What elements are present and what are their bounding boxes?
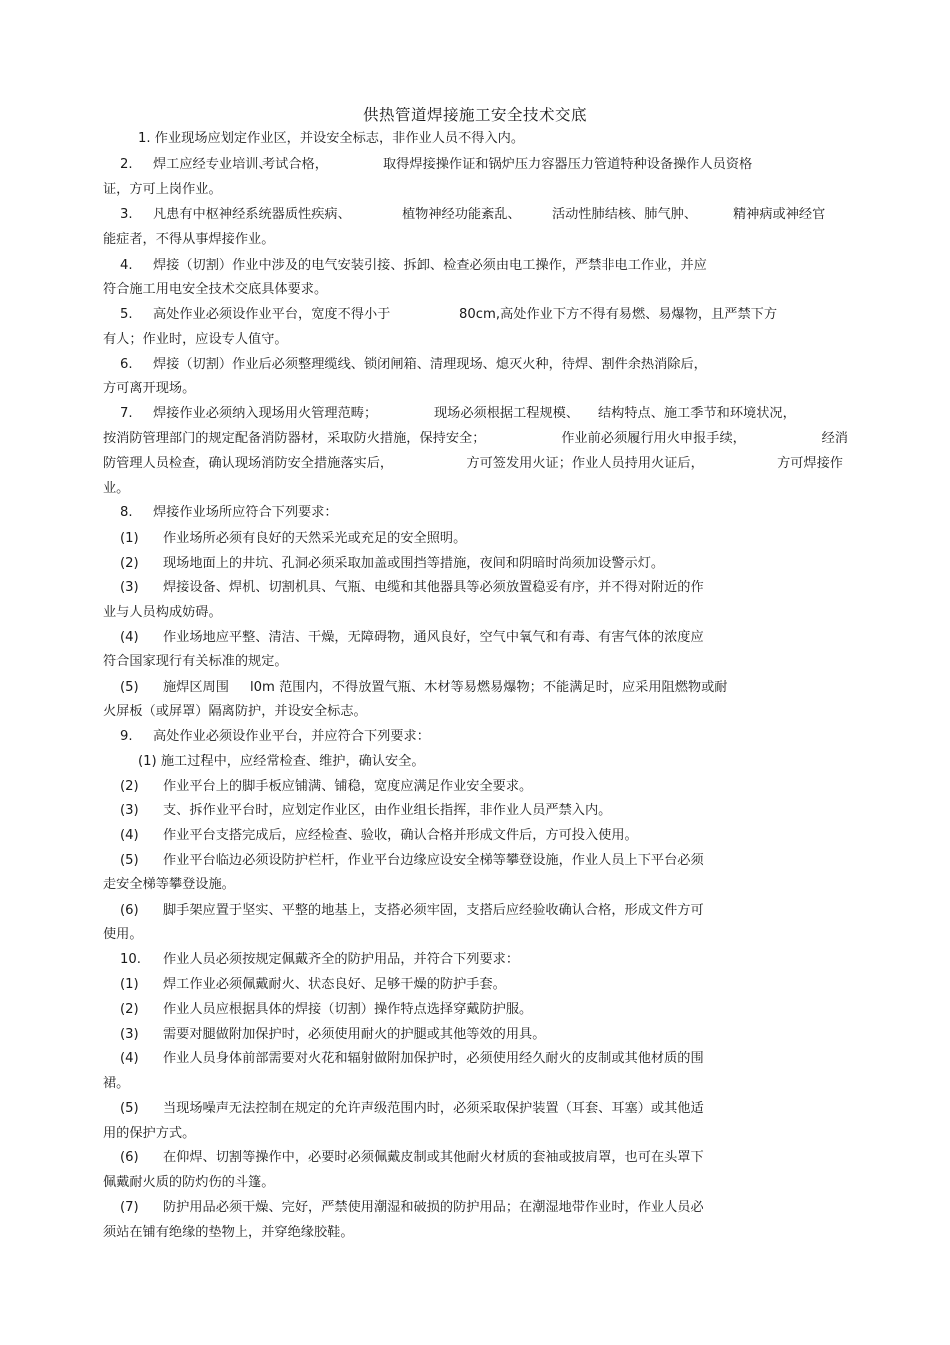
text-segment: 作业场所必须有良好的天然采光或充足的安全照明。 bbox=[163, 531, 467, 546]
text-segment: 防护用品必须干燥、完好，严禁使用潮湿和破损的防护用品；在潮湿地带作业时，作业人员必 bbox=[163, 1200, 704, 1215]
text-segment: 现场必须根据工程规模、 bbox=[434, 406, 580, 421]
text-line bbox=[103, 1074, 129, 1094]
text-segment: 焊接（切割）作业后必须整理缆线、锁闭闸箱、清理现场、熄灭火种，待焊、割件余热消除后， bbox=[153, 357, 707, 372]
text-segment: 结构特点、施工季节和环境状况， bbox=[598, 406, 796, 421]
text-segment: 3. bbox=[120, 207, 133, 222]
text-line bbox=[103, 180, 222, 200]
text-segment: 焊工作业必须佩戴耐火、状态良好、足够干燥的防护手套。 bbox=[163, 977, 506, 992]
text-segment: (2) bbox=[120, 1002, 139, 1017]
text-segment: 9. bbox=[120, 729, 133, 744]
text-segment: 使用。 bbox=[103, 927, 143, 942]
text-segment: l0m 范围内，不得放置气瓶、木材等易燃易爆物；不能满足时，应采用阻燃物或耐 bbox=[250, 680, 728, 695]
text-segment: (3) bbox=[120, 580, 139, 595]
text-line bbox=[103, 280, 327, 300]
text-segment: 7. bbox=[120, 406, 133, 421]
text-segment: 业与人员构成妨碍。 bbox=[103, 605, 222, 620]
text-segment: 符合施工用电安全技术交底具体要求。 bbox=[103, 282, 328, 297]
text-segment: (4) bbox=[120, 630, 139, 645]
text-segment: 活动性肺结核、肺气肿、 bbox=[552, 207, 698, 222]
text-segment: 植物神经功能紊乱、 bbox=[402, 207, 521, 222]
text-segment: (3) bbox=[120, 803, 139, 818]
text-segment: 作业人员应根据具体的焊接（切割）操作特点选择穿戴防护服。 bbox=[163, 1002, 533, 1017]
text-segment: 火屏板（或屏罩）隔离防护，并设安全标志。 bbox=[103, 704, 367, 719]
text-segment: (7) bbox=[120, 1200, 139, 1215]
text-segment: 焊接设备、焊机、切割机具、气瓶、电缆和其他器具等必须放置稳妥有序，并不得对附近的作 bbox=[163, 580, 704, 595]
text-segment: 作业人员身体前部需要对火花和辐射做附加保护时，必须使用经久耐火的皮制或其他材质的围 bbox=[163, 1051, 704, 1066]
text-segment: 有人；作业时，应设专人值守。 bbox=[103, 332, 288, 347]
text-segment: 防管理人员检查，确认现场消防安全措施落实后， bbox=[103, 456, 394, 471]
text-segment: 支、拆作业平台时，应划定作业区，由作业组长指挥，非作业人员严禁入内。 bbox=[163, 803, 612, 818]
text-segment: (5) bbox=[120, 1101, 139, 1116]
text-segment: 符合国家现行有关标准的规定。 bbox=[103, 654, 288, 669]
text-segment: 裙。 bbox=[103, 1076, 130, 1091]
text-line bbox=[103, 702, 367, 722]
text-segment: 80cm,高处作业下方不得有易燃、易爆物，且严禁下方 bbox=[459, 307, 778, 322]
text-segment: 作业平台临边必须设防护栏杆，作业平台边缘应设安全梯等攀登设施，作业人员上下平台必须 bbox=[163, 853, 704, 868]
text-segment: 6. bbox=[120, 357, 133, 372]
text-segment: (2) bbox=[120, 556, 139, 571]
text-line bbox=[138, 129, 524, 149]
text-segment: 方可焊接作 bbox=[777, 456, 843, 471]
text-segment: 现场地面上的井坑、孔洞必须采取加盖或围挡等措施，夜间和阴暗时尚须加设警示灯。 bbox=[163, 556, 665, 571]
text-segment: (4) bbox=[120, 828, 139, 843]
text-segment: 精神病或神经官 bbox=[733, 207, 826, 222]
text-segment: 用的保护方式。 bbox=[103, 1126, 196, 1141]
text-segment: (1) 施工过程中，应经常检查、维护，确认安全。 bbox=[138, 754, 425, 769]
text-segment: (1) bbox=[120, 977, 139, 992]
text-line bbox=[103, 230, 274, 250]
text-segment: 焊工应经专业培训、 bbox=[153, 157, 272, 172]
text-segment: 作业前必须履行用火申报手续， bbox=[561, 431, 746, 446]
text-segment: 当现场噪声无法控制在规定的允许声级范围内时，必须采取保护装置（耳套、耳塞）或其他适 bbox=[163, 1101, 704, 1116]
text-segment: (6) bbox=[120, 1150, 139, 1165]
text-segment: 10. bbox=[120, 952, 141, 967]
text-segment: 经消 bbox=[821, 431, 848, 446]
text-segment: 8. bbox=[120, 505, 133, 520]
text-segment: 作业场地应平整、清洁、干燥，无障碍物，通风良好，空气中氧气和有毒、有害气体的浓度应 bbox=[163, 630, 704, 645]
text-segment: 佩戴耐火质的防灼伤的斗篷。 bbox=[103, 1175, 275, 1190]
text-segment: 在仰焊、切割等操作中，必要时必须佩戴皮制或其他耐火材质的套袖或披肩罩，也可在头罩下 bbox=[163, 1150, 704, 1165]
text-segment: 焊接作业场所应符合下列要求： bbox=[153, 505, 338, 520]
text-segment: 按消防管理部门的规定配备消防器材，采取防火措施，保持安全； bbox=[103, 431, 486, 446]
text-segment: 业。 bbox=[103, 481, 130, 496]
text-line bbox=[103, 330, 288, 350]
text-segment: 施焊区周围 bbox=[163, 680, 229, 695]
text-segment: 5. bbox=[120, 307, 133, 322]
text-line bbox=[103, 925, 143, 945]
text-segment: 凡患有中枢神经系统器质性疾病、 bbox=[153, 207, 351, 222]
text-segment: 考试合格， bbox=[262, 157, 328, 172]
text-line bbox=[103, 1223, 354, 1243]
text-segment: 1. 作业现场应划定作业区，并设安全标志，非作业人员不得入内。 bbox=[138, 131, 525, 146]
text-segment: (3) bbox=[120, 1027, 139, 1042]
text-segment: (2) bbox=[120, 779, 139, 794]
text-segment: 脚手架应置于坚实、平整的地基上，支搭必须牢固，支搭后应经验收确认合格，形成文件方可 bbox=[163, 903, 704, 918]
text-segment: 证，方可上岗作业。 bbox=[103, 182, 222, 197]
text-line bbox=[103, 875, 235, 895]
text-line bbox=[138, 752, 425, 772]
text-segment: 焊接作业必须纳入现场用火管理范畴； bbox=[153, 406, 378, 421]
text-line bbox=[103, 1173, 274, 1193]
text-segment: 方可签发用火证；作业人员持用火证后， bbox=[466, 456, 704, 471]
text-segment: 方可离开现场。 bbox=[103, 381, 196, 396]
text-segment: (6) bbox=[120, 903, 139, 918]
text-line bbox=[103, 1124, 195, 1144]
text-line bbox=[103, 429, 848, 449]
text-segment: 2. bbox=[120, 157, 133, 172]
text-segment: 走安全梯等攀登设施。 bbox=[103, 877, 235, 892]
text-segment: 需要对腿做附加保护时，必须使用耐火的护腿或其他等效的用具。 bbox=[163, 1027, 546, 1042]
text-line bbox=[103, 454, 843, 474]
text-segment: 作业人员必须按规定佩戴齐全的防护用品，并符合下列要求： bbox=[163, 952, 520, 967]
text-segment: 4. bbox=[120, 258, 133, 273]
text-line bbox=[103, 603, 222, 623]
text-segment: (1) bbox=[120, 531, 139, 546]
text-segment: 焊接（切割）作业中涉及的电气安装引接、拆卸、检查必须由电工操作，严禁非电工作业，并应 bbox=[153, 258, 707, 273]
text-line bbox=[103, 652, 288, 672]
text-segment: 高处作业必须设作业平台，并应符合下列要求： bbox=[153, 729, 430, 744]
text-segment: 取得焊接操作证和锅炉压力容器压力管道特种设备操作人员资格 bbox=[383, 157, 753, 172]
text-segment: (5) bbox=[120, 680, 139, 695]
text-segment: 能症者，不得从事焊接作业。 bbox=[103, 232, 275, 247]
document-title: 供热管道焊接施工安全技术交底 bbox=[362, 106, 587, 124]
text-segment: 高处作业必须设作业平台，宽度不得小于 bbox=[153, 307, 391, 322]
text-segment: (5) bbox=[120, 853, 139, 868]
text-segment: 作业平台上的脚手板应铺满、铺稳，宽度应满足作业安全要求。 bbox=[163, 779, 533, 794]
text-segment: 作业平台支搭完成后，应经检查、验收，确认合格并形成文件后，方可投入使用。 bbox=[163, 828, 638, 843]
text-line bbox=[103, 379, 195, 399]
text-line bbox=[103, 479, 129, 499]
text-segment: 须站在铺有绝缘的垫物上，并穿绝缘胶鞋。 bbox=[103, 1225, 354, 1240]
text-segment: (4) bbox=[120, 1051, 139, 1066]
